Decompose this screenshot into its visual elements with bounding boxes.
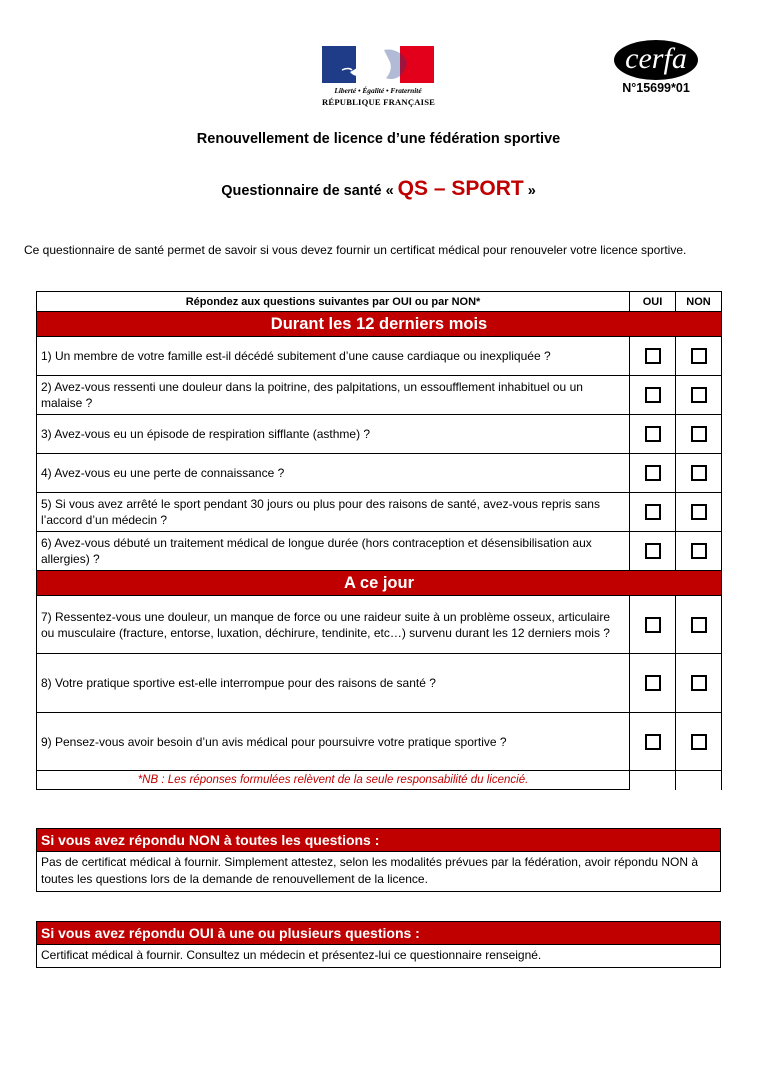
question-8-no[interactable] (676, 654, 722, 713)
question-3: 3) Avez-vous eu un épisode de respiration sifflante (asthme) ? (37, 415, 630, 454)
question-4-no[interactable] (676, 454, 722, 493)
note-spacer-yes (630, 771, 676, 790)
subtitle-highlight: QS – SPORT (397, 177, 524, 200)
page-subtitle (0, 177, 757, 201)
question-9: 9) Pensez-vous avoir besoin d’un avis médical pour poursuivre votre pratique sportive ? (37, 713, 630, 771)
checkbox-yes[interactable] (645, 504, 661, 520)
checkbox-yes[interactable] (645, 387, 661, 403)
question-5-no[interactable] (676, 493, 722, 532)
republique-francaise-logo (322, 46, 434, 107)
question-7: 7) Ressentez-vous une douleur, un manque de force ou une raideur suite à un problème osseux, articulaire ou musculaire (fracture, entorse, luxation, déchirure, tendinite, etc…) survenu durant les 12 derniers mois ? (37, 596, 630, 654)
question-7-no[interactable] (676, 596, 722, 654)
info-box-all-no (36, 828, 721, 892)
question-1: 1) Un membre de votre famille est-il décédé subitement d’une cause cardiaque ou inexpliquée ? (37, 337, 630, 376)
checkbox-yes[interactable] (645, 465, 661, 481)
question-5-yes[interactable] (630, 493, 676, 532)
checkbox-yes[interactable] (645, 734, 661, 750)
checkbox-no[interactable] (691, 387, 707, 403)
question-6-no[interactable] (676, 532, 722, 571)
checkbox-no[interactable] (691, 543, 707, 559)
question-2-no[interactable] (676, 376, 722, 415)
cerfa-logo-text: cerfa (614, 40, 698, 80)
page-title: Renouvellement de licence d’une fédération sportive (196, 131, 561, 147)
question-3-yes[interactable] (630, 415, 676, 454)
checkbox-no[interactable] (691, 617, 707, 633)
column-header-no: NON (676, 292, 722, 312)
question-4: 4) Avez-vous eu une perte de connaissance ? (37, 454, 630, 493)
checkbox-no[interactable] (691, 426, 707, 442)
section-title-today: A ce jour (37, 571, 722, 596)
question-2: 2) Avez-vous ressenti une douleur dans la poitrine, des palpitations, un essoufflement inhabituel ou un malaise ? (37, 376, 630, 415)
column-header-yes: OUI (630, 292, 676, 312)
cerfa-number: N°15699*01 (622, 81, 690, 95)
logo-republic-name: RÉPUBLIQUE FRANÇAISE (322, 97, 436, 107)
checkbox-no[interactable] (691, 734, 707, 750)
logo-motto: Liberté • Égalité • Fraternité (334, 86, 422, 95)
checkbox-yes[interactable] (645, 426, 661, 442)
checkbox-yes[interactable] (645, 543, 661, 559)
checkbox-no[interactable] (691, 675, 707, 691)
question-6: 6) Avez-vous débuté un traitement médical de longue durée (hors contraception et désensibilisation aux allergies) ? (37, 532, 630, 571)
info-box-no-heading: Si vous avez répondu NON à toutes les questions : (37, 829, 720, 851)
subtitle-suffix: » (523, 183, 536, 199)
subtitle-prefix: Questionnaire de santé « (221, 183, 398, 199)
checkbox-yes[interactable] (645, 348, 661, 364)
checkbox-no[interactable] (691, 504, 707, 520)
checkbox-yes[interactable] (645, 617, 661, 633)
question-4-yes[interactable] (630, 454, 676, 493)
info-box-no-text: Pas de certificat médical à fournir. Simplement attestez, selon les modalités prévues par la fédération, avoir répondu NON à toutes les questions lors de la demande de renouvellement de la licence. (37, 851, 720, 891)
question-8: 8) Votre pratique sportive est-elle interrompue pour des raisons de santé ? (37, 654, 630, 713)
note-spacer-no (676, 771, 722, 790)
responsibility-note: *NB : Les réponses formulées relèvent de la seule responsabilité du licencié. (37, 771, 630, 790)
checkbox-no[interactable] (691, 465, 707, 481)
cerfa-logo (614, 40, 698, 95)
info-box-yes-text: Certificat médical à fournir. Consultez un médecin et présentez-lui ce questionnaire renseigné. (37, 944, 720, 967)
checkbox-no[interactable] (691, 348, 707, 364)
table-instruction: Répondez aux questions suivantes par OUI ou par NON* (37, 292, 630, 312)
question-8-yes[interactable] (630, 654, 676, 713)
question-1-yes[interactable] (630, 337, 676, 376)
intro-text: Ce questionnaire de santé permet de savoir si vous devez fournir un certificat médical pour renouveler votre licence sportive. (24, 243, 687, 257)
question-5: 5) Si vous avez arrêté le sport pendant 30 jours ou plus pour des raisons de santé, avez-vous repris sans l’accord d’un médecin ? (37, 493, 630, 532)
question-9-yes[interactable] (630, 713, 676, 771)
question-6-yes[interactable] (630, 532, 676, 571)
checkbox-yes[interactable] (645, 675, 661, 691)
marianne-flag-icon (322, 46, 434, 83)
question-2-yes[interactable] (630, 376, 676, 415)
question-3-no[interactable] (676, 415, 722, 454)
question-9-no[interactable] (676, 713, 722, 771)
section-title-last-12-months: Durant les 12 derniers mois (37, 312, 722, 337)
questionnaire-table (36, 291, 722, 790)
info-box-any-yes (36, 921, 721, 968)
question-7-yes[interactable] (630, 596, 676, 654)
question-1-no[interactable] (676, 337, 722, 376)
info-box-yes-heading: Si vous avez répondu OUI à une ou plusieurs questions : (37, 922, 720, 944)
